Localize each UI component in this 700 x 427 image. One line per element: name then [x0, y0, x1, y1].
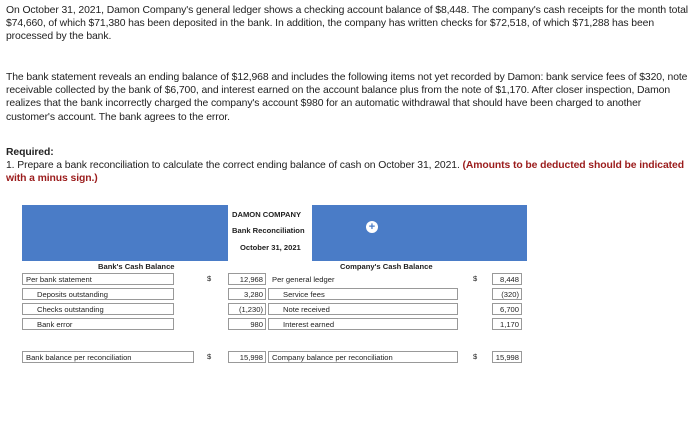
instruction — [6, 159, 692, 185]
company-row-label[interactable]: Interest earned — [268, 318, 458, 330]
company-amount-field[interactable]: (320) — [492, 288, 522, 300]
problem-paragraph-2: The bank statement reveals an ending balance of $12,968 and includes the following items not yet recorded by Damon: bank service fees of $320, note receivable collected by the bank of $6,700, and interest earned on the account balance plus from the note of $1,170. After closer inspection, Damon realizes that the bank incorrectly charged the company's account $980 for an automatic withdrawal that should have been charged to another customer's account. The bank agrees to the error. — [6, 72, 688, 123]
bank-amount-field[interactable]: (1,230) — [228, 303, 266, 315]
bank-row-label: Per bank statement — [22, 273, 174, 285]
bank-dollar-sign: $ — [207, 274, 212, 283]
company-dollar-sign: $ — [473, 274, 478, 283]
company-amount-field[interactable]: 6,700 — [492, 303, 522, 315]
company-amount-field[interactable]: 1,170 — [492, 318, 522, 330]
bank-total-label: Bank balance per reconciliation — [22, 351, 194, 363]
instruction-note: (Amounts to be deducted should be indicated with a minus sign.) — [6, 160, 684, 185]
header-title-box — [228, 205, 312, 261]
company-total-dollar-sign: $ — [473, 352, 478, 361]
bank-total-dollar-sign: $ — [207, 352, 212, 361]
report-title: Bank Reconciliation — [232, 226, 305, 235]
bank-amount-field[interactable]: 3,280 — [228, 288, 266, 300]
bank-reconciliation-table — [22, 205, 527, 369]
bank-row-label[interactable]: Checks outstanding — [22, 303, 174, 315]
company-amount-field[interactable]: 8,448 — [492, 273, 522, 285]
company-row-label: Per general ledger — [268, 273, 458, 285]
column-headings — [22, 261, 527, 273]
required-label: Required: — [6, 147, 54, 158]
company-heading: Company's Cash Balance — [340, 262, 433, 271]
bank-row-label[interactable]: Deposits outstanding — [22, 288, 174, 300]
bank-amount-field[interactable]: 980 — [228, 318, 266, 330]
company-total-label: Company balance per reconciliation — [268, 351, 458, 363]
instruction-text: 1. Prepare a bank reconciliation to calculate the correct ending balance of cash on October 31, 2021. — [6, 160, 460, 172]
plus-icon[interactable]: + — [366, 221, 378, 233]
company-row-label[interactable]: Note received — [268, 303, 458, 315]
company-name: DAMON COMPANY — [232, 210, 302, 219]
bank-heading: Bank's Cash Balance — [98, 262, 175, 271]
company-total-field[interactable]: 15,998 — [492, 351, 522, 363]
bank-amount-field[interactable]: 12,968 — [228, 273, 266, 285]
requirements — [6, 146, 692, 186]
bank-row-label[interactable]: Bank error — [22, 318, 174, 330]
report-date: October 31, 2021 — [240, 243, 301, 252]
problem-paragraph-1: On October 31, 2021, Damon Company's general ledger shows a checking account balance of $8,448. The company's cash receipts for the month total $74,660, of which $71,380 has been deposited in the bank. In addition, the company has written checks for $72,518, of which $71,288 has been processed by the bank. — [6, 5, 689, 43]
bank-total-field[interactable]: 15,998 — [228, 351, 266, 363]
company-row-label[interactable]: Service fees — [268, 288, 458, 300]
table-header — [22, 205, 527, 261]
